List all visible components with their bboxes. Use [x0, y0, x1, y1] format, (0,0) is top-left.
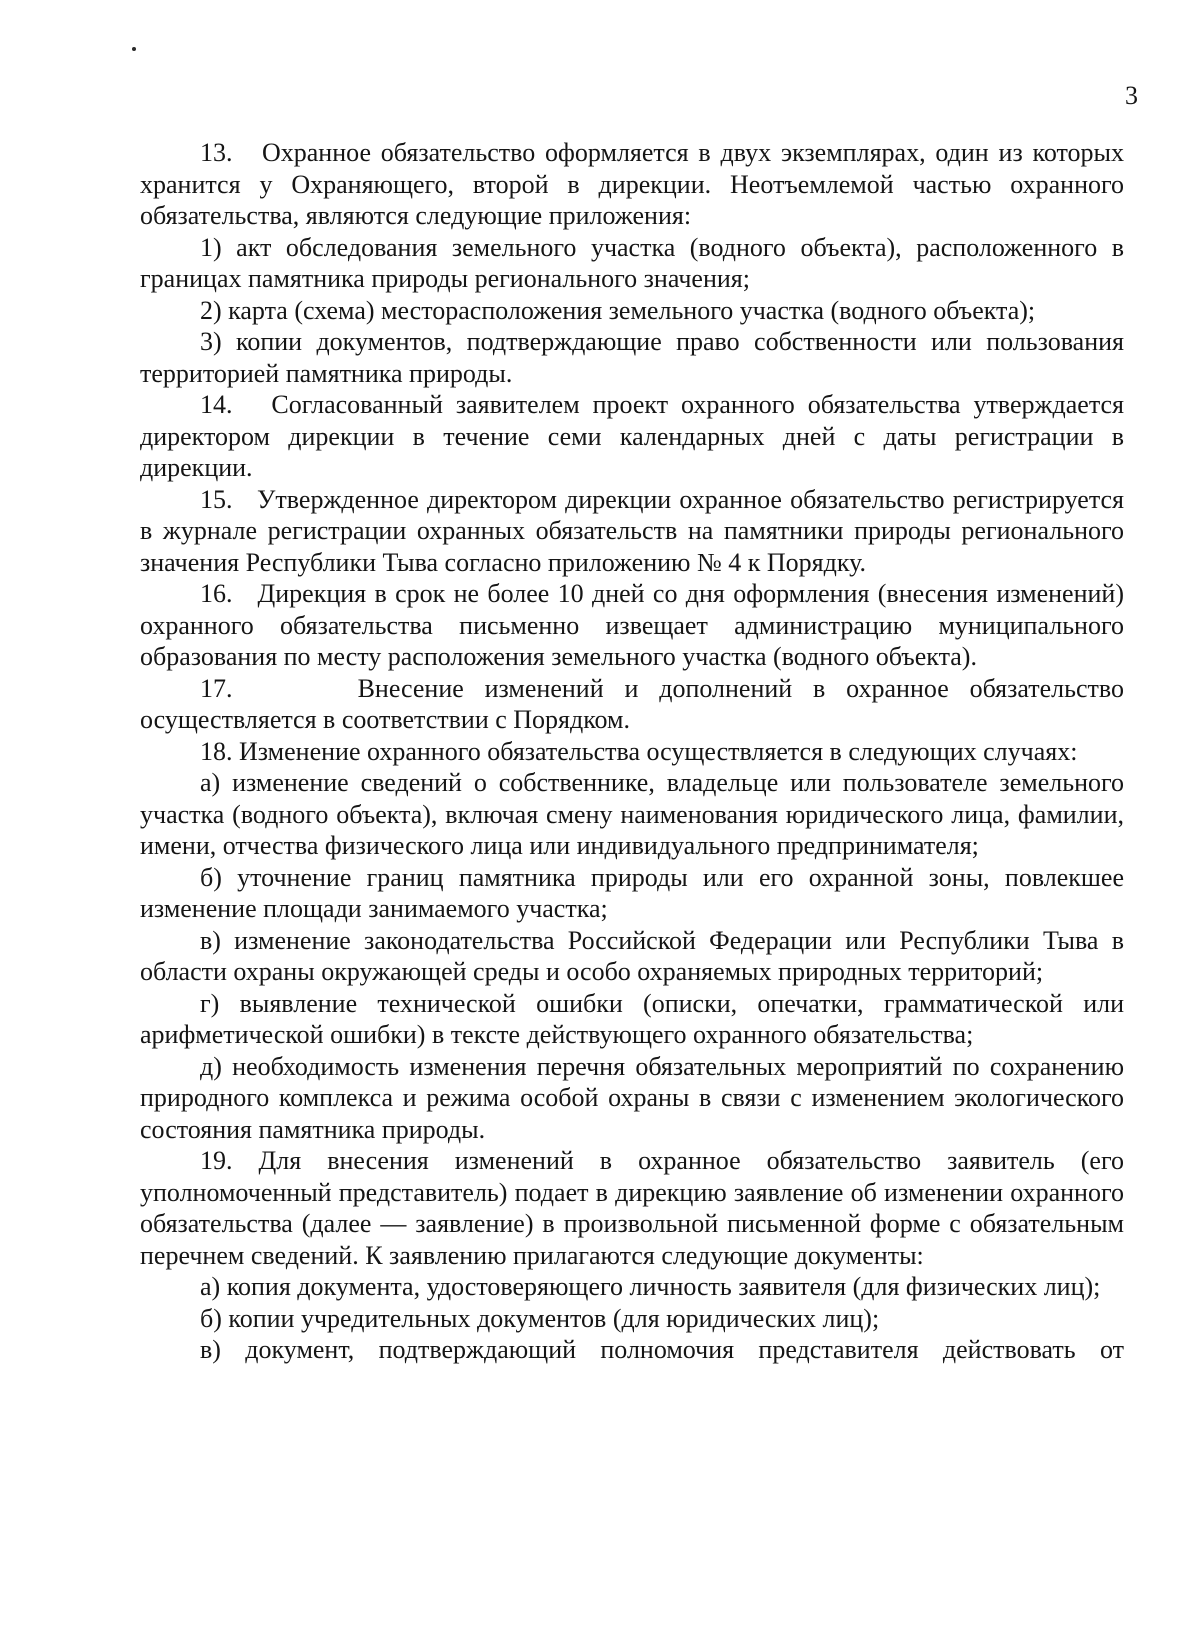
paragraph-18-item-g: г) выявление технической ошибки (описки, опечатки, грамматической или арифметической ошибки) в тексте действующего охранного обязательства; [140, 988, 1124, 1049]
paragraph-17: 17. Внесение изменений и дополнений в охранное обязательство осуществляется в соответствии с Порядком. [140, 673, 1124, 734]
paragraph-19-item-b: б) копии учредительных документов (для юридических лиц); [200, 1303, 880, 1333]
paragraph-16: 16. Дирекция в срок не более 10 дней со дня оформления (внесения изменений) охранного обязательства письменно извещает администрацию муниципального образования по месту расположения земельного участка (водного объекта). [140, 579, 1124, 671]
paragraph-18-item-b: б) уточнение границ памятника природы или его охранной зоны, повлекшее изменение площади занимаемого участка; [140, 862, 1124, 923]
paragraph-13-item-3: 3) копии документов, подтверждающие право собственности или пользования территорией памятника природы. [140, 327, 1124, 388]
paragraph-18-item-a: а) изменение сведений о собственнике, владельце или пользователе земельного участка (водного объекта), включая смену наименования юридического лица, фамилии, имени, отчества физического лица или индивидуального предпринимателя; [140, 768, 1124, 860]
paragraph-19-item-a: а) копия документа, удостоверяющего личность заявителя (для физических лиц); [200, 1272, 1101, 1301]
document-body [140, 137, 1124, 1366]
scan-speck [132, 47, 136, 51]
paragraph-18-item-d: д) необходимость изменения перечня обязательных мероприятий по сохранению природного комплекса и режима особой охраны в связи с изменением экологического состояния памятника природы. [140, 1051, 1124, 1144]
paragraph-14: 14. Согласованный заявителем проект охранного обязательства утверждается директором дирекции в течение семи календарных дней с даты регистрации в дирекции. [140, 390, 1124, 482]
paragraph-18: 18. Изменение охранного обязательства осуществляется в следующих случаях: [200, 736, 1078, 766]
paragraph-19-item-v: в) документ, подтверждающий полномочия представителя действовать от [200, 1335, 1124, 1364]
paragraph-13-item-1: 1) акт обследования земельного участка (водного объекта), расположенного в границах памятника природы регионального значения; [140, 232, 1124, 293]
paragraph-15: 15. Утвержденное директором дирекции охранное обязательство регистрируется в журнале регистрации охранных обязательств на памятники природы регионального значения Республики Тыва согласно приложению № 4 к Порядку. [140, 484, 1124, 577]
paragraph-13: 13. Охранное обязательство оформляется в двух экземплярах, один из которых хранится у Охраняющего, второй в дирекции. Неотъемлемой частью охранного обязательства, являются следующие приложения: [140, 138, 1124, 230]
page-number: 3 [1125, 81, 1138, 110]
paragraph-13-item-2: 2) карта (схема) месторасположения земельного участка (водного объекта); [200, 295, 1036, 325]
paragraph-18-item-v: в) изменение законодательства Российской Федерации или Республики Тыва в области охраны окружающей среды и особо охраняемых природных территорий; [140, 925, 1124, 986]
paragraph-19: 19. Для внесения изменений в охранное обязательство заявитель (его уполномоченный представитель) подает в дирекцию заявление об изменении охранного обязательства (далее — заявление) в произвольной письменной форме с обязательным перечнем сведений. К заявлению прилагаются следующие документы: [140, 1146, 1124, 1270]
